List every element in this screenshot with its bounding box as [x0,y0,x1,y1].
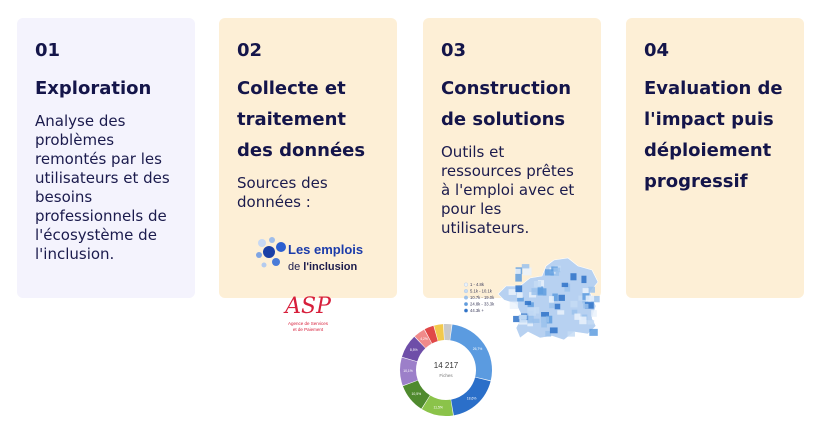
donut-segment-label: 10,5% [411,391,422,396]
map-legend [464,282,495,313]
step-card-exploration [17,18,195,298]
map-department [541,317,549,323]
step-title-line: Construction [441,78,572,99]
donut-segments [400,324,492,416]
map-department [522,264,529,268]
map-department [583,288,589,293]
map-department [515,269,521,274]
legend-swatch [464,289,468,293]
logo-dot [276,242,286,252]
step-title-line: l'impact puis [644,109,774,130]
step-title-line: Evaluation de [644,78,783,99]
step-number: 01 [35,40,61,61]
logo-dot [258,239,266,247]
step-title-line: traitement [237,109,346,130]
logo-dot [262,263,267,268]
step-number: 02 [237,40,263,61]
step-title-line: progressif [644,171,748,192]
map-department [515,274,522,282]
map-department [583,304,588,309]
map-department [528,316,534,324]
step-title-line: des données [237,140,366,161]
map-department [525,301,531,305]
map-department [534,281,541,287]
map-department [549,303,554,308]
donut-center-value: 14 217 [433,361,459,370]
legend-swatch [464,283,468,287]
map-department [555,304,560,310]
description-line: à l'emploi avec et [441,181,575,199]
map-department [517,297,524,301]
step-card-impact-evaluation [626,18,804,298]
step-title-line: déploiement [644,140,772,161]
map-department [579,317,586,325]
map-department [591,310,597,317]
logo-dot [263,246,275,258]
logo-line2: de l'inclusion [288,261,358,273]
legend-swatch [464,309,468,313]
description-line: Sources des [237,174,328,192]
description-line: Outils et [441,143,505,161]
donut-segment [444,324,452,340]
legend-label: 10.7k - 19.0k [470,295,495,300]
map-department [523,268,532,276]
legend-label: 5.1k - 10.1k [470,288,492,294]
logo-dot [272,258,280,266]
description-line: ressources prêtes [441,162,574,180]
step-title-line: Collecte et [237,78,346,99]
map-department [541,322,547,327]
description-line: professionnels de [35,207,167,225]
map-department [557,310,564,314]
donut-segment-label: 8,5% [409,348,418,353]
map-department [553,268,560,273]
logo-dot [269,237,275,243]
map-department [570,273,576,280]
map-department [515,285,522,292]
map-department [550,327,558,333]
map-department [562,283,568,287]
map-department [549,296,554,302]
description-line: problèmes [35,131,115,149]
step-number: 04 [644,40,670,61]
asp-subtitle-line: et de Paiement [292,327,324,332]
legend-label: 24.8k - 33.3k [470,301,495,307]
asp-subtitle-line: Agence de Services [287,321,329,326]
donut-segment-label: 18,6% [466,396,477,401]
asp-mark: ASP [285,294,331,319]
description-line: Analyse des [35,112,126,130]
les-emplois-de-l-inclusion-logo [252,234,372,274]
description-line: besoins [35,188,93,206]
map-department [558,295,565,301]
donut-segment-label: 4,2% [420,337,428,342]
map-department [517,292,523,298]
description-line: données : [237,193,311,211]
legend-swatch [464,296,468,300]
logo-line1: Les emplois [288,242,364,257]
description-line: l'écosystème de [35,226,157,244]
step-number: 03 [441,40,467,61]
description-line: utilisateurs. [441,219,530,237]
donut-chart [394,318,498,422]
legend-label: 1 - 4.8k [470,282,484,287]
step-title [237,73,379,166]
description-line: remontés par les [35,150,162,168]
description-line: utilisateurs et des [35,169,170,187]
donut-segment-label: 26,7% [472,346,483,351]
map-department [509,289,516,295]
asp-logo [283,283,333,337]
step-description [35,112,177,264]
donut-segment-label: 10,1% [403,369,413,374]
step-description [441,143,583,238]
description-line: pour les [441,200,502,218]
step-title [644,73,786,197]
step-description [237,174,379,212]
step-title [35,73,177,104]
description-line: l'inclusion. [35,245,115,263]
map-department [534,307,539,314]
map-department [589,329,597,336]
donut-segment-label: 11,5% [433,405,443,410]
map-department [581,276,586,283]
map-department [538,288,547,295]
map-department [510,302,518,309]
donut-center-label: Fiches [439,373,453,378]
map-department [568,331,575,336]
map-department [519,315,526,323]
map-department [587,320,594,324]
step-title-line: Exploration [35,78,152,99]
map-department [570,301,577,307]
logo-dot [256,252,262,258]
map-department [588,287,595,293]
step-title-line: de solutions [441,109,566,130]
map-department [586,295,594,301]
step-title [441,73,583,135]
legend-label: 44.3k + [470,308,484,313]
map-department [531,288,537,295]
legend-swatch [464,302,468,306]
donut-segment [450,324,492,380]
